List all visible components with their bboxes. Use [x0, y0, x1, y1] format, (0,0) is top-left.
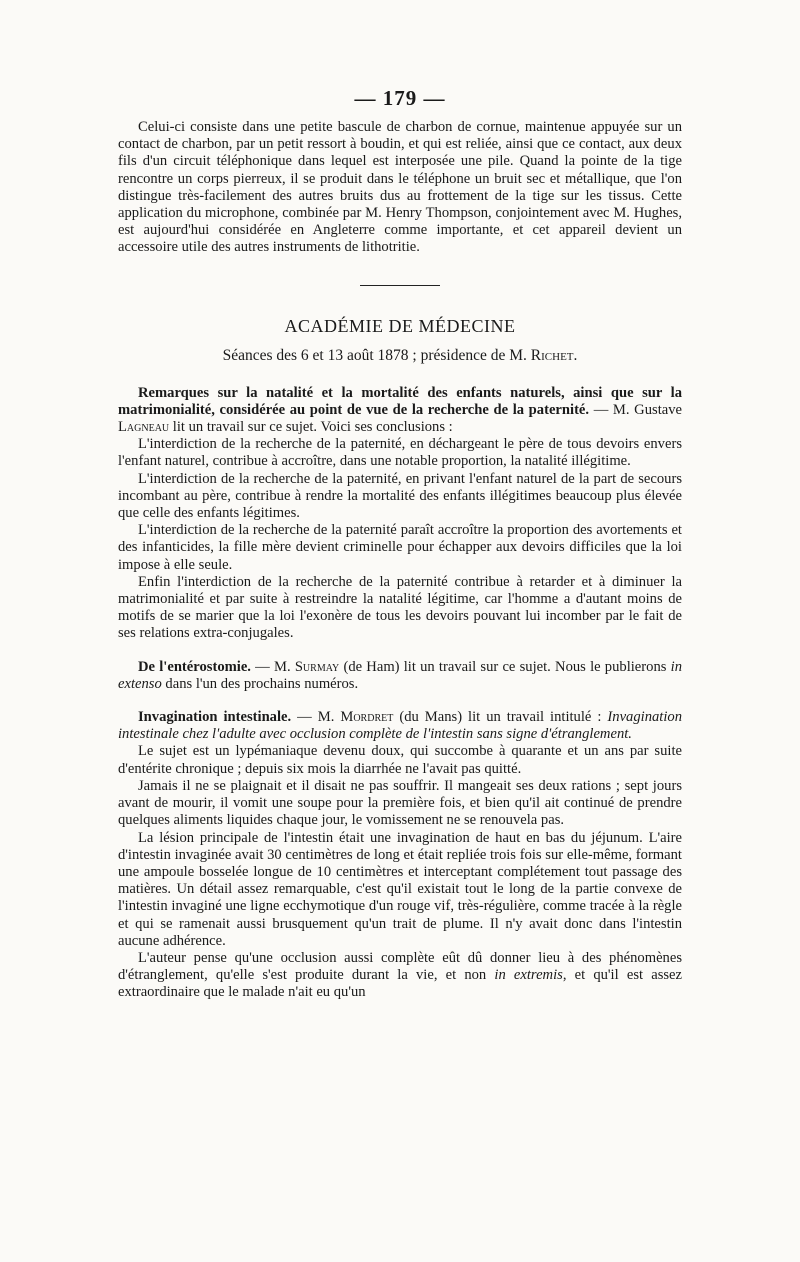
section1-title: Remarques sur la natalité et la mortalité des enfants naturels, ainsi que sur la matrimonialité, considérée au point de vue de la recherche de la paternité.	[118, 384, 682, 418]
section1-paragraph: L'interdiction de la recherche de la paternité paraît accroître la proportion des avortements et des infanticides, la fille mère devient criminelle pour échapper aux devoirs difficiles que la loi impose à elle seule.	[118, 522, 682, 573]
section3-last-end: , et qu'il est assez extraordinaire que le malade n'ait eu qu'un	[118, 967, 683, 1001]
section3-lead: (du Mans) lit un travail intitulé :	[393, 709, 608, 726]
section2-author: Surmay	[294, 658, 340, 675]
section3-paragraph: Jamais il ne se plaignait et il disait ne pas souffrir. Il mangeait ses deux rations ; sept jours avant de mourir, il vomit une soupe pour la première fois, et bien qu'il ait continué de prendre quelques aliments liquides chaque jour, le vomissement ne se renouvela pas.	[118, 777, 682, 829]
section2-title: De l'entérostomie.	[138, 658, 251, 675]
section3-author: Mordret	[340, 709, 394, 726]
sessions-line	[118, 347, 682, 365]
section2-paragraph	[118, 659, 682, 693]
section3-last-italic: in extremis	[494, 967, 563, 984]
section1-author: Lagneau	[118, 419, 170, 436]
sessions-prefix: Séances des 6 et 13 août 1878 ; présidence de M.	[222, 346, 531, 364]
section1-paragraph: Enfin l'interdiction de la recherche de la paternité contribue à retarder et à diminuer la matrimonialité et par suite à restreindre la natalité légitime, car l'homme a d'autant moins de motifs de se marier que la loi l'exonère de tous les devoirs pouvant lui incomber par le fait de ses relations extra-conjugales.	[118, 573, 682, 642]
section1-lead: lit un travail sur ce sujet. Voici ses conclusions :	[169, 419, 453, 436]
section3-last-start: L'auteur pense qu'une occlusion aussi complète eût dû donner lieu à des phénomènes d'étranglement, qu'elle s'est produite durant la vie, et non	[118, 949, 682, 984]
section2-text-end: dans l'un des prochains numéros.	[161, 675, 359, 692]
academy-title: ACADÉMIE DE MÉDECINE	[284, 315, 516, 336]
section3-last-paragraph	[118, 950, 682, 1002]
section3-paragraph: La lésion principale de l'intestin était une invagination de haut en bas du jéjunum. L'aire d'intestin invaginée avait 30 centimètres de long et était repliée trois fois sur elle-même, formant une ampoule bosselée longue de 10 centimètres et interceptant complétement tout passage des matières. Un détail assez remarquable, c'est qu'il existait tout le long de la partie convexe de l'intestin invaginé une ligne ecchymotique d'un rouge vif, très-régulière, comme tracée à la règle et qui se ramenait aussi brusquement qu'un trait de plume. Il n'y avait donc dans l'intestin aucune adhérence.	[118, 829, 682, 949]
section3-title: Invagination intestinale.	[138, 709, 292, 726]
section2-dash: — M.	[250, 658, 295, 675]
section1-dash: — M. Gustave	[589, 401, 682, 418]
section2-italic: in extenso	[118, 658, 682, 692]
section2-text: (de Ham) lit un travail sur ce sujet. Nous le publierons	[339, 658, 671, 675]
section1-paragraph: L'interdiction de la recherche de la paternité, en déchargeant le père de tous devoirs envers l'enfant naturel, contribue à accroître, dans une notable proportion, la natalité illégitime.	[118, 436, 682, 470]
section1-heading	[118, 385, 682, 437]
section3-work-title: Invagination intestinale chez l'adulte avec occlusion complète de l'intestin sans signe d'étranglement.	[118, 709, 682, 743]
section1-paragraph: L'interdiction de la recherche de la paternité, en privant l'enfant naturel de la part de secours incombant au père, contribue à rendre la mortalité des enfants illégitimes beaucoup plus élevée que celle des enfants légitimes.	[118, 470, 682, 522]
section-divider	[360, 285, 440, 286]
page-number: — 179 —	[354, 86, 446, 110]
sessions-suffix: .	[573, 346, 578, 364]
section3-paragraph: Le sujet est un lypémaniaque devenu doux, qui succombe à quarante et un ans par suite d'entérite chronique ; depuis six mois la diarrhée ne l'avait pas quitté.	[118, 743, 682, 777]
section3-heading	[118, 709, 682, 743]
section3-dash: — M.	[291, 709, 341, 726]
president-name: Richet	[530, 346, 574, 364]
intro-paragraph: Celui-ci consiste dans une petite bascule de charbon de cornue, maintenue appuyée sur un contact de charbon, par un petit ressort à boudin, et qui est reliée, ainsi que ce contact, aux deux fils d'un circuit téléphonique dans lequel est interposée une pile. Quand la pointe de la tige rencontre un corps pierreux, il se produit dans le téléphone un bruit sec et métallique, que l'on distingue très-facilement des autres bruits dus au frottement de la tige sur les tissus. Cette application du microphone, combinée par M. Henry Thompson, conjointement avec M. Hughes, est aujourd'hui considérée en Angleterre comme importante, et cet appareil devient un accessoire utile des autres instruments de lithotritie.	[118, 119, 682, 256]
